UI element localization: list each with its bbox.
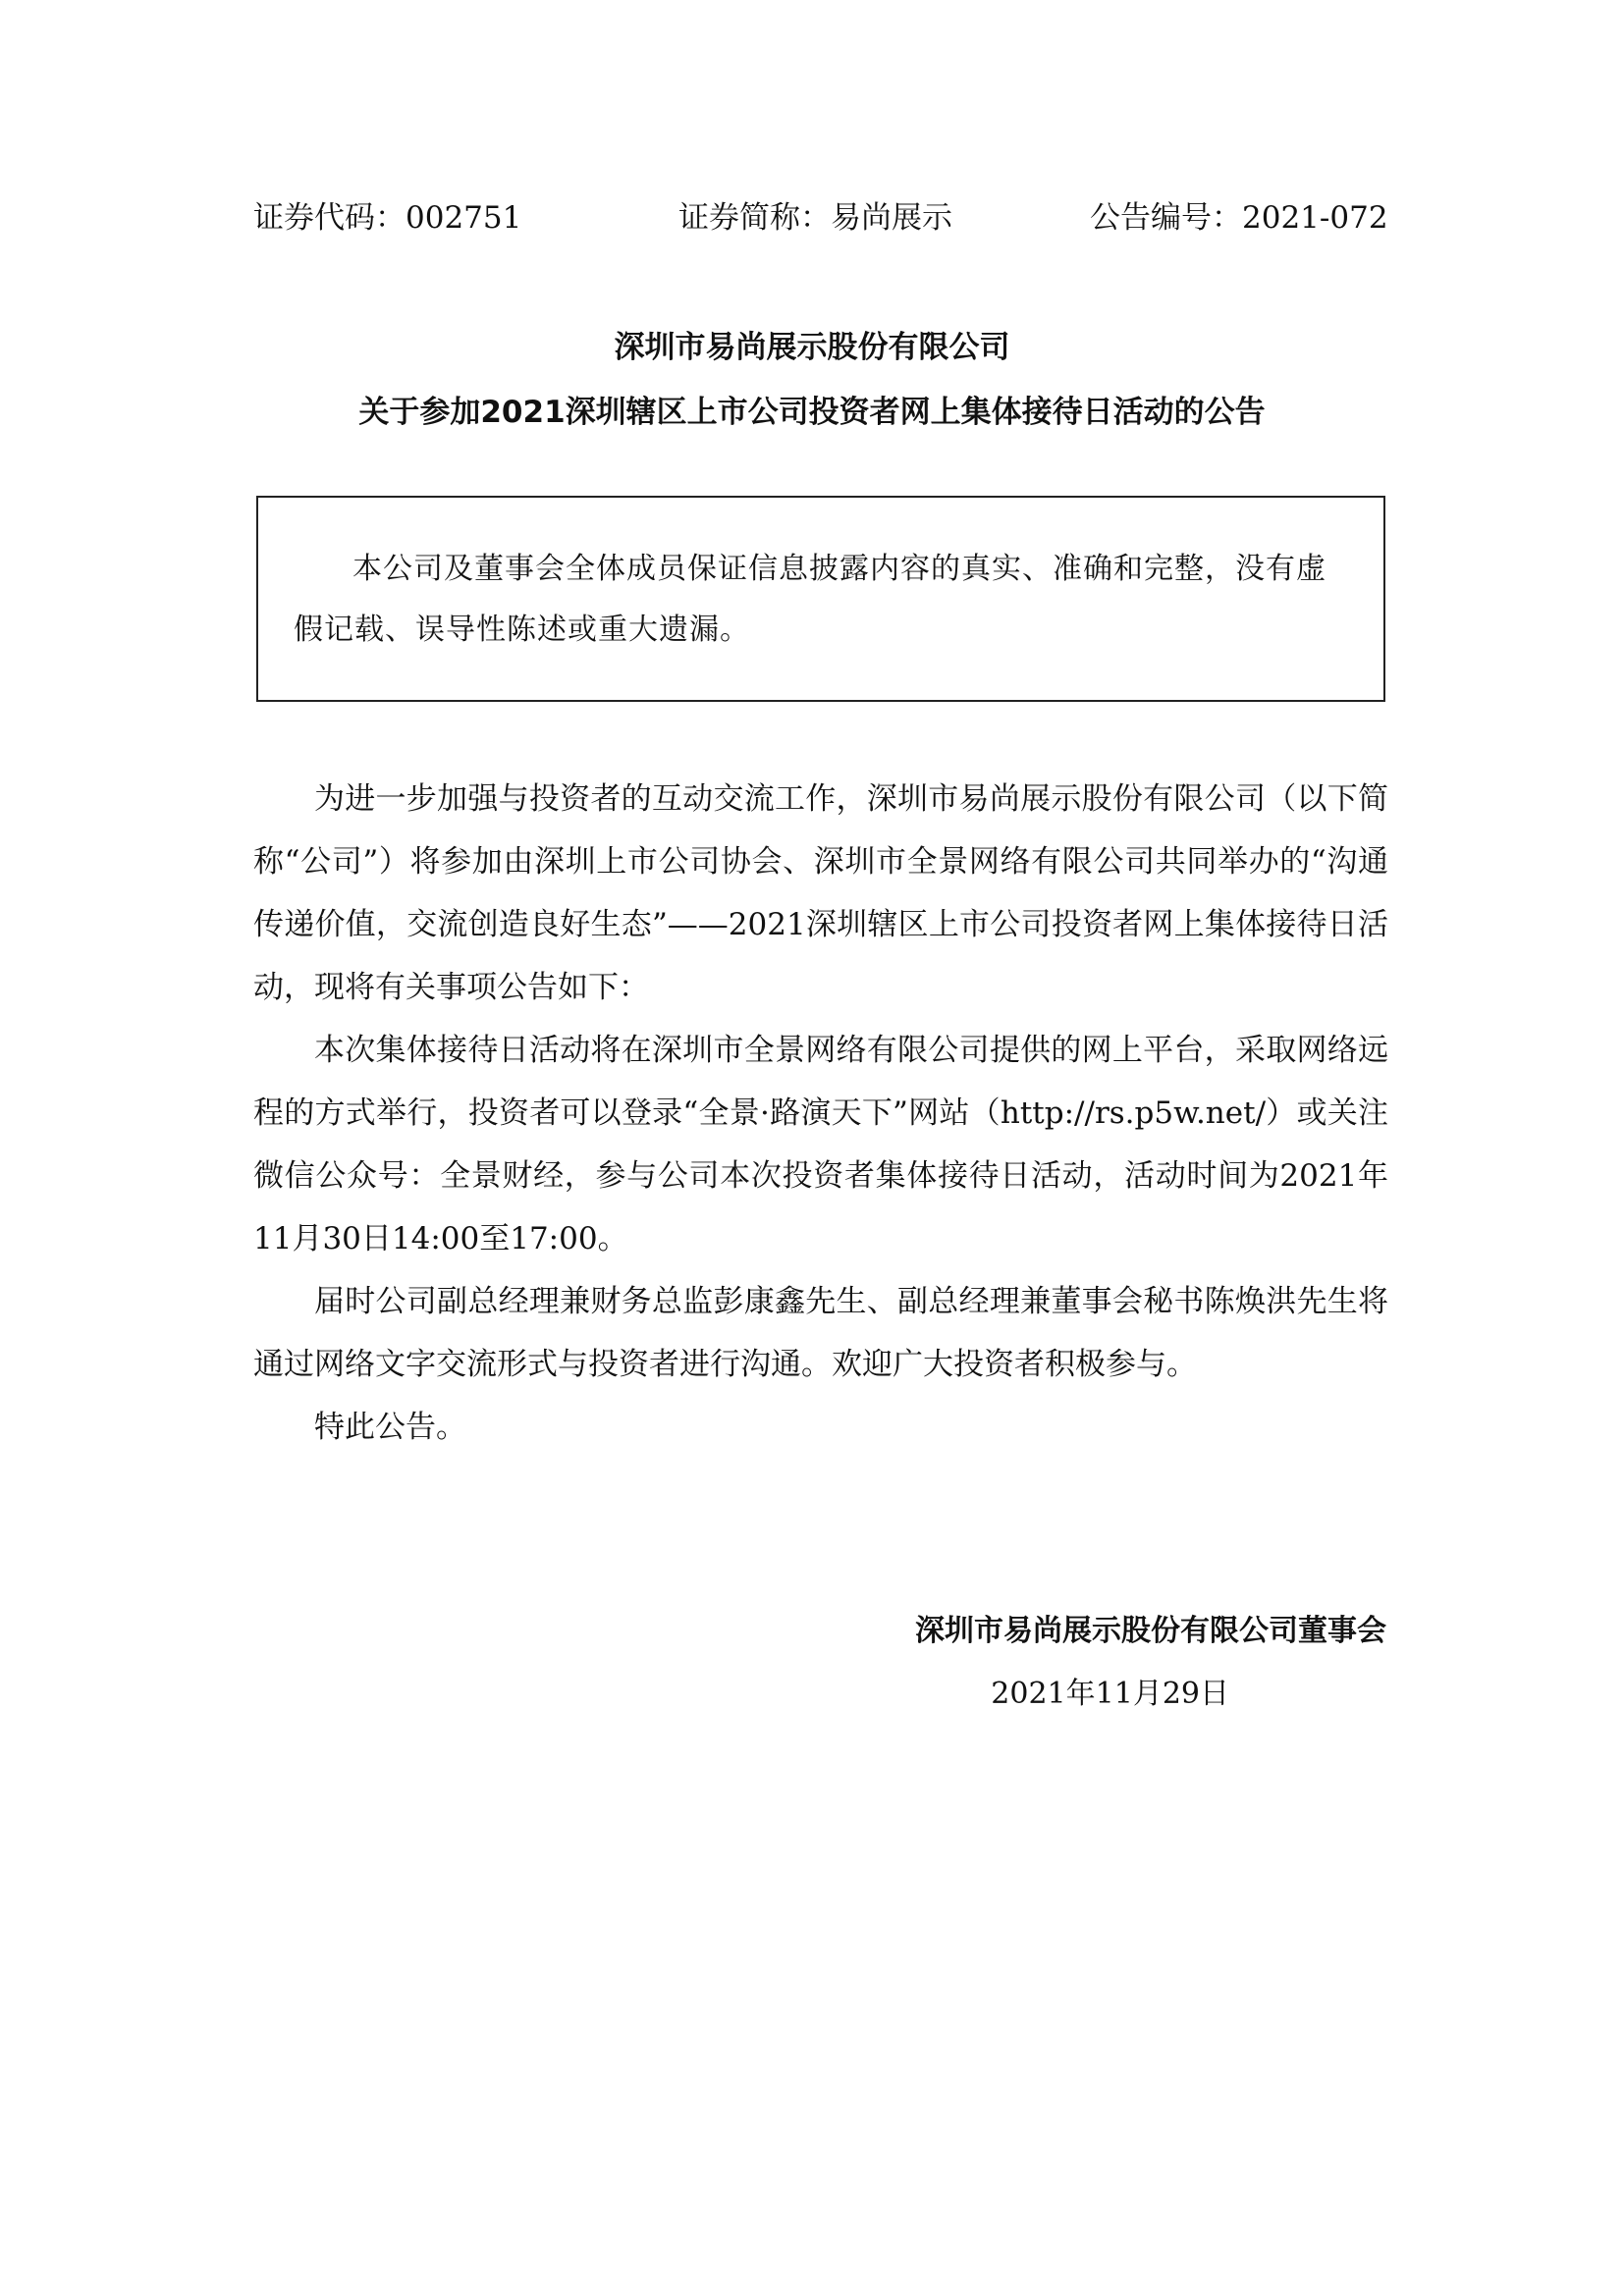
disclosure-notice-box: [256, 496, 1385, 702]
announcement-number: 公告编号：2021-072: [1090, 200, 1388, 236]
stock-short-name: 证券简称：易尚展示: [678, 200, 952, 236]
paragraph-event-details: 本次集体接待日活动将在深圳市全景网络有限公司提供的网上平台，采取网络远程的方式举行，投资者可以登录“全景·路演天下”网站（http://rs.p5w.net/）或关注微信公众号：全景财经，参与公司本次投资者集体接待日活动，活动时间为2021年11月30日14:00至17:00。: [253, 1033, 1388, 1256]
announcement-title: 关于参加2021深圳辖区上市公司投资者网上集体接待日活动的公告: [358, 395, 1266, 430]
stock-code: 证券代码：002751: [253, 200, 522, 236]
disclosure-notice-text: 本公司及董事会全体成员保证信息披露内容的真实、准确和完整，没有虚假记载、误导性陈述或重大遗漏。: [294, 552, 1326, 647]
paragraph-closing: 特此公告。: [314, 1410, 466, 1445]
paragraph-introduction: 为进一步加强与投资者的互动交流工作，深圳市易尚展示股份有限公司（以下简称“公司”）将参加由深圳上市公司协会、深圳市全景网络有限公司共同举办的“沟通传递价值，交流创造良好生态”——2021深圳辖区上市公司投资者网上集体接待日活动，现将有关事项公告如下：: [253, 781, 1388, 1005]
announcement-header: [253, 194, 1386, 241]
company-title: 深圳市易尚展示股份有限公司: [614, 330, 1010, 365]
signature-date: 2021年11月29日: [991, 1677, 1229, 1711]
signature-company: 深圳市易尚展示股份有限公司董事会: [915, 1614, 1386, 1648]
paragraph-participants: 届时公司副总经理兼财务总监彭康鑫先生、副总经理兼董事会秘书陈焕洪先生将通过网络文字交流形式与投资者进行沟通。欢迎广大投资者积极参与。: [253, 1284, 1388, 1382]
